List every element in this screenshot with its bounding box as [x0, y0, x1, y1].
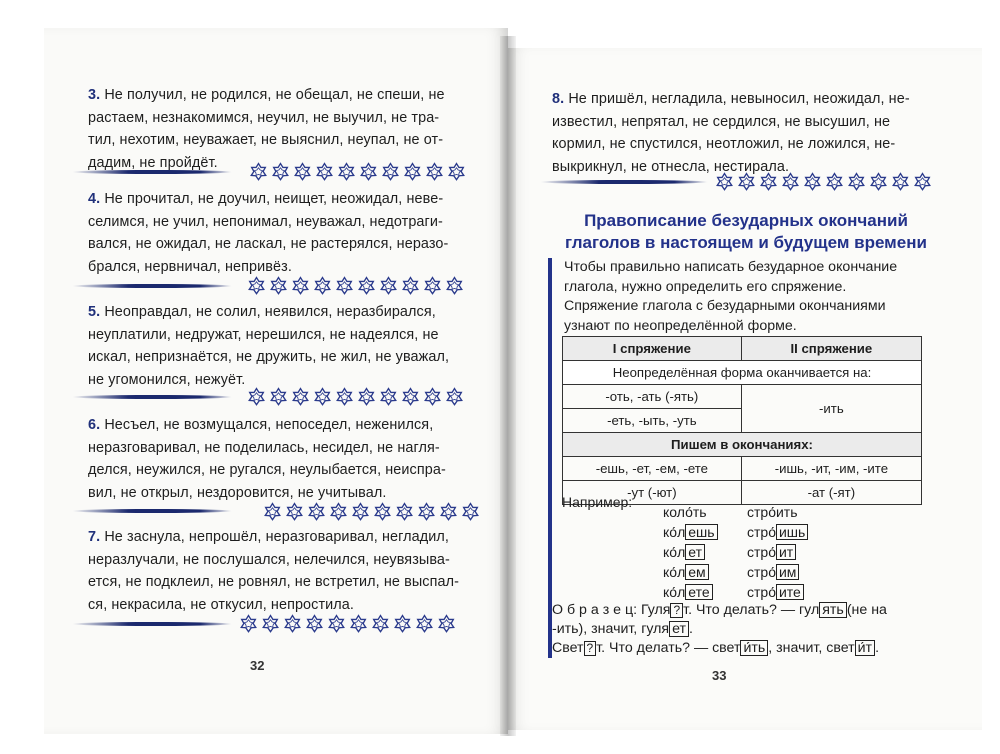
exercise-line: не угомонился, нежуёт. — [88, 371, 246, 388]
rule-heading — [548, 210, 944, 254]
exercise-number: 4. — [88, 191, 101, 207]
exercise-line: Не пришёл, негладила, невыносил, неожидал, не- — [568, 91, 910, 107]
exercise-number: 6. — [88, 417, 101, 433]
star-icon — [780, 172, 801, 193]
ending-box: им — [776, 564, 799, 580]
exercise-line: неуплатили, недружат, нерешился, не надеялся, не — [88, 326, 439, 343]
stem: стро́ — [747, 524, 776, 540]
star-icon — [868, 172, 889, 193]
exercise-7 — [88, 526, 459, 616]
star-icon — [248, 162, 269, 183]
header-second-conjugation: II спряжение — [741, 337, 921, 361]
star-icon — [356, 387, 377, 408]
rule-line: Спряжение глагола с безударными окончаниями — [564, 298, 886, 314]
rule-side-bar — [548, 258, 552, 658]
star-icon — [336, 162, 357, 183]
star-icon — [262, 502, 283, 523]
verb-examples — [663, 502, 808, 602]
rule-line: узнают по неопределённой форме. — [564, 317, 797, 334]
star-icon — [414, 614, 435, 635]
ending-box: ять — [819, 602, 847, 618]
exercise-number: 7. — [88, 529, 101, 545]
infinitive-first-a: -оть, -ать (-ять) — [563, 385, 742, 409]
star-icon — [304, 614, 325, 635]
star-icon — [846, 172, 867, 193]
sample-text: О б р а з е ц: Гуля — [552, 602, 671, 618]
ending-box: ем — [685, 564, 708, 580]
star-icon — [348, 614, 369, 635]
decorative-swoosh — [72, 395, 232, 399]
header-first-conjugation: I спряжение — [563, 337, 742, 361]
ending-box: и́т — [855, 640, 875, 656]
endings-first-b: -ут (-ют) — [563, 481, 742, 505]
star-icon — [378, 387, 399, 408]
example-row — [663, 522, 808, 542]
star-icon — [380, 162, 401, 183]
ending-box: ете — [685, 584, 712, 600]
stem: стро́ — [747, 584, 776, 600]
star-icon — [460, 502, 481, 523]
star-icon — [350, 502, 371, 523]
exercise-6 — [88, 414, 446, 504]
star-icon — [290, 276, 311, 297]
star-icon — [890, 172, 911, 193]
infinitive-second: -ить — [741, 385, 921, 433]
star-icon — [802, 172, 823, 193]
example-row — [663, 542, 808, 562]
star-icon — [392, 614, 413, 635]
exercise-line: Несъел, не возмущался, непоседел, неженился, — [104, 417, 434, 433]
exercise-line: дадим, не пройдёт. — [88, 154, 218, 171]
exercise-line: искал, непризнаётся, не дружить, не жил, не уважал, — [88, 349, 450, 365]
page-number-left: 32 — [250, 658, 265, 673]
star-icon — [282, 614, 303, 635]
conjugation-table — [562, 336, 922, 505]
star-icon — [394, 502, 415, 523]
sample-text: . — [689, 621, 693, 637]
star-icon — [400, 387, 421, 408]
sample-line-1 — [552, 600, 887, 620]
example-row — [663, 562, 808, 582]
check-stars-row — [262, 502, 481, 523]
ending-box: ет — [669, 621, 689, 637]
exercise-line: растаем, незнакомимся, неучил, не выучил, не тра- — [88, 109, 440, 126]
endings-second-b: -ат (-ят) — [741, 481, 921, 505]
exercise-line: вил, не открыл, нездоровится, не учитывал. — [88, 484, 387, 501]
endings-subheader: Пишем в окончаниях: — [563, 433, 922, 457]
star-icon — [334, 387, 355, 408]
endings-first-a: -ешь, -ет, -ем, -ете — [563, 457, 742, 481]
infinitive-stroit: стро́ить — [747, 504, 798, 520]
exercise-line: неразговаривал, не поделилась, несидел, не нагля- — [88, 439, 440, 456]
sample-text: т. Что делать? — свет — [596, 640, 741, 656]
example-row — [663, 502, 808, 522]
star-icon — [290, 387, 311, 408]
sample-line-3 — [552, 638, 879, 658]
sample-text: -ить), значит, гуля — [552, 621, 670, 637]
decorative-swoosh — [72, 509, 232, 513]
exercise-number: 3. — [88, 87, 101, 103]
star-icon — [736, 172, 757, 193]
ending-box: ишь — [776, 524, 808, 540]
exercise-line: Не заснула, непрошёл, неразговаривал, негладил, — [104, 529, 449, 545]
exercise-line: ся, некрасила, не откусил, непростила. — [88, 596, 354, 613]
exercise-line: тил, нехотим, неуважает, не выяснил, неупал, не от- — [88, 132, 444, 148]
star-icon — [328, 502, 349, 523]
exercise-line: делся, неужился, не ругался, неулыбается, неиспра- — [88, 462, 446, 478]
question-box: ? — [670, 603, 683, 618]
star-icon — [438, 502, 459, 523]
star-icon — [416, 502, 437, 523]
star-icon — [912, 172, 933, 193]
star-icon — [422, 387, 443, 408]
stem: ко́л — [663, 584, 686, 600]
exercise-line: неразлучали, не послушался, нелечился, неувязыва- — [88, 551, 450, 568]
exercise-8 — [552, 88, 910, 178]
star-icon — [400, 276, 421, 297]
endings-second-a: -ишь, -ит, -им, -ите — [741, 457, 921, 481]
check-stars-row — [248, 162, 467, 183]
sample-text: , значит, свет — [768, 640, 855, 656]
exercise-line: брался, нервничал, непривёз. — [88, 258, 292, 275]
question-box: ? — [584, 641, 597, 656]
stem: стро́ — [747, 564, 776, 580]
rule-line: глагола, нужно определить его спряжение. — [564, 278, 847, 295]
star-icon — [402, 162, 423, 183]
sample-text: . — [875, 640, 880, 656]
exercise-5 — [88, 301, 449, 391]
rule-heading-line: глаголов в настоящем и будущем времени — [565, 233, 927, 252]
star-icon — [714, 172, 735, 193]
star-icon — [260, 614, 281, 635]
stem: ко́л — [663, 564, 686, 580]
stem: ко́л — [663, 544, 686, 560]
star-icon — [284, 502, 305, 523]
star-icon — [422, 276, 443, 297]
star-icon — [238, 614, 259, 635]
decorative-swoosh — [72, 284, 232, 288]
star-icon — [372, 502, 393, 523]
star-icon — [758, 172, 779, 193]
star-icon — [424, 162, 445, 183]
exercise-number: 5. — [88, 304, 101, 320]
star-icon — [444, 276, 465, 297]
exercise-line: выкрикнул, не отнесла, нестирала. — [552, 158, 790, 175]
star-icon — [326, 614, 347, 635]
stem: ко́л — [663, 524, 686, 540]
page-number-right: 33 — [712, 668, 727, 683]
exercise-line: ется, не подклеил, не ровнял, не встретил, не выспал- — [88, 574, 459, 590]
star-icon — [356, 276, 377, 297]
example-label: Например: — [562, 494, 633, 510]
exercise-line: селимся, не учил, непонимал, неуважал, недотраги- — [88, 213, 443, 230]
book-spine — [500, 36, 516, 736]
exercise-4 — [88, 188, 448, 278]
decorative-swoosh — [72, 170, 232, 174]
star-icon — [246, 387, 267, 408]
star-icon — [436, 614, 457, 635]
infinitive-kolot: коло́ть — [663, 504, 707, 520]
ending-box: ешь — [685, 524, 717, 540]
exercise-line: Неоправдал, не солил, неявился, неразбирался, — [104, 304, 436, 320]
star-icon — [824, 172, 845, 193]
star-icon — [246, 276, 267, 297]
ending-box: ите — [776, 584, 804, 600]
star-icon — [334, 276, 355, 297]
star-icon — [358, 162, 379, 183]
sample-text: Свет — [552, 640, 584, 656]
exercise-line: кормил, не спустился, неотложил, не ложился, не- — [552, 136, 896, 152]
star-icon — [268, 276, 289, 297]
sample-text: (не на — [846, 602, 887, 618]
star-icon — [312, 276, 333, 297]
exercise-number: 8. — [552, 91, 565, 107]
check-stars-row — [246, 276, 465, 297]
star-icon — [314, 162, 335, 183]
decorative-swoosh — [540, 180, 708, 184]
check-stars-row — [246, 387, 465, 408]
rule-line: Чтобы правильно написать безударное окончание — [564, 259, 898, 275]
exercise-3 — [88, 84, 445, 174]
example-row — [663, 582, 808, 602]
stem: стро́ — [747, 544, 776, 560]
sample-line-2 — [552, 619, 693, 639]
rule-text — [564, 258, 934, 336]
exercise-line: известил, непрятал, не сердился, не высушил, не — [552, 113, 891, 130]
star-icon — [446, 162, 467, 183]
check-stars-row — [238, 614, 457, 635]
star-icon — [306, 502, 327, 523]
star-icon — [444, 387, 465, 408]
star-icon — [378, 276, 399, 297]
exercise-line: Не прочитал, не доучил, неищет, неожидал, неве- — [104, 191, 444, 207]
star-icon — [268, 387, 289, 408]
rule-heading-line: Правописание безударных окончаний — [584, 211, 908, 230]
star-icon — [292, 162, 313, 183]
star-icon — [270, 162, 291, 183]
exercise-line: Не получил, не родился, не обещал, не спеши, не — [104, 87, 445, 103]
exercise-line: вался, не ожидал, не ласкал, не растерялся, неразо- — [88, 236, 449, 252]
ending-box: ет — [685, 544, 705, 560]
decorative-swoosh — [72, 622, 232, 626]
sample-text: т. Что делать? — гул — [683, 602, 820, 618]
infinitive-first-b: -еть, -ыть, -уть — [563, 409, 742, 433]
star-icon — [312, 387, 333, 408]
check-stars-row — [714, 172, 933, 193]
infinitive-subheader: Неопределённая форма оканчивается на: — [563, 361, 922, 385]
star-icon — [370, 614, 391, 635]
ending-box: ит — [776, 544, 796, 560]
ending-box: и́ть — [740, 640, 768, 656]
